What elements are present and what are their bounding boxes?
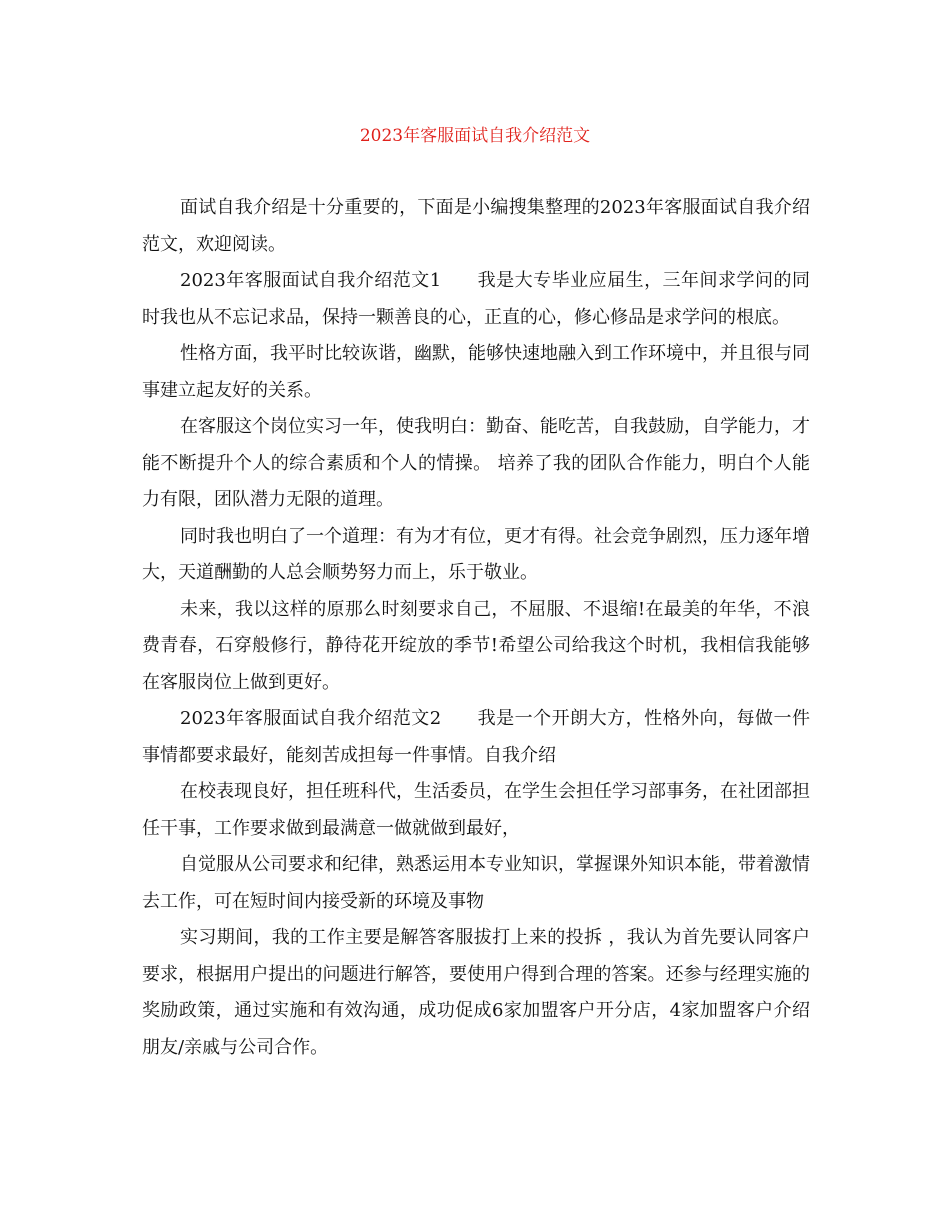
section-heading-sample-2: 2023年客服面试自我介绍范文2 [180,708,442,729]
paragraph-sample-2-text: 我是一个开朗大方，性格外向，每做一件事情都要求最好，能刻苦成担每一件事情。自我介绍 [142,708,810,766]
document-title: 2023年客服面试自我介绍范文 [359,126,591,146]
paragraph-future: 未来，我以这样的原那么时刻要求自己，不屈服、不退缩!在最美的年华，不浪费青春，石穿般修行，静待花开绽放的季节!希望公司给我这个时机，我相信我能够在客服岗位上做到更好。 [142,598,810,693]
paragraph-principle: 同时我也明白了一个道理：有为才有位，更才有得。社会竞争剧烈，压力逐年增大，天道酬勤的人总会顺势努力而上，乐于敬业。 [142,525,810,583]
paragraph-discipline: 自觉服从公司要求和纪律，熟悉运用本专业知识，掌握课外知识本能，带着激情去工作，可在短时间内接受新的环境及事物 [142,854,810,912]
paragraph-sample-1-text: 我是大专毕业应届生，三年间求学问的同时我也从不忘记求品，保持一颗善良的心，正直的心，修心修品是求学问的根底。 [142,270,810,328]
paragraph-sample-2-opening [142,701,810,774]
paragraph-personality: 性格方面，我平时比较诙谐，幽默，能够快速地融入到工作环境中，并且很与同事建立起友好的关系。 [142,343,810,401]
paragraph-internship-lessons: 在客服这个岗位实习一年，使我明白：勤奋、能吃苦，自我鼓励，自学能力，才能不断提升个人的综合素质和个人的情操。 培养了我的团队合作能力，明白个人能力有限，团队潜力无限的道理。 [142,416,810,510]
paragraph-internship-work: 实习期间，我的工作主要是解答客服拔打上来的投拆 ，我认为首先要认同客户要求，根据用户提出的问题进行解答，要使用户得到合理的答案。还参与经理实施的奖励政策，通过实施和有效沟通，成功促成6家加盟客户开分店，4家加盟客户介绍朋友/亲戚与公司合作。 [142,927,810,1058]
paragraph-school: 在校表现良好，担任班科代，生活委员，在学生会担任学习部事务，在社团部担任干事，工作要求做到最满意一做就做到最好， [142,781,810,839]
paragraph-intro: 面试自我介绍是十分重要的，下面是小编搜集整理的2023年客服面试自我介绍范文，欢迎阅读。 [142,197,810,255]
section-heading-sample-1: 2023年客服面试自我介绍范文1 [180,270,442,291]
paragraph-sample-1-opening [142,263,810,336]
document-body [142,190,810,1066]
